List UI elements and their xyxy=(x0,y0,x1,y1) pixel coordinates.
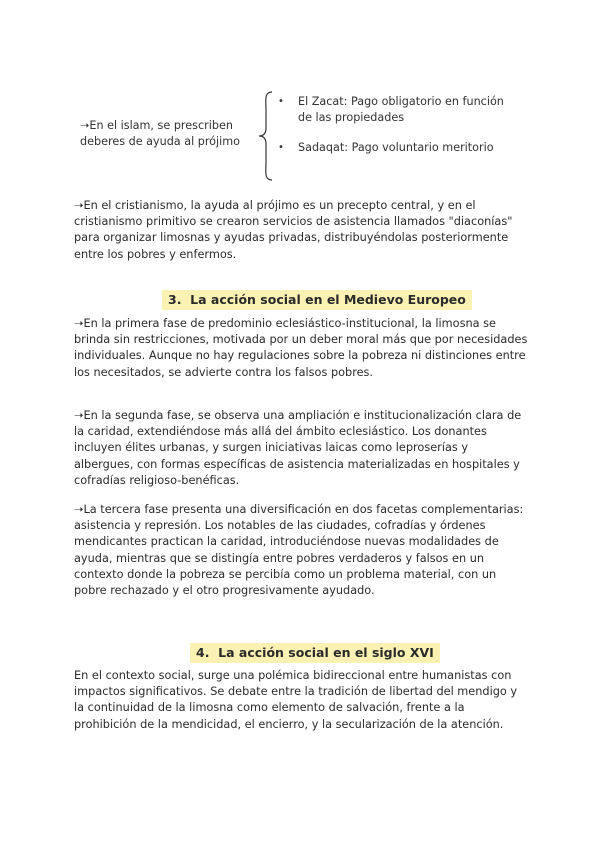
christianity-paragraph: ➝En el cristianismo, la ayuda al prójimo es un precepto central, y en el cristianismo primitivo se crearon servicios de asistencia llamados "diaconías" para organizar limosnas y ayudas privadas, distribuyéndolas posteriormente entre los pobres y enfermos. xyxy=(74,199,513,261)
sixteenth-century-paragraph: En el contexto social, surge una polémica bidireccional entre humanistas con impactos significativos. Se debate entre la tradición de libertad del mendigo y la continuidad de la limosna como elemento de salvación, frente a la prohibición de la mendicidad, el encierro, y la secularización de la atención. xyxy=(74,669,518,731)
islam-duties-diagram xyxy=(80,88,520,188)
section-4-heading xyxy=(190,645,440,660)
curly-brace-icon xyxy=(258,90,280,182)
medieval-phase-1-paragraph: ➝En la primera fase de predominio eclesiástico-institucional, la limosna se brinda sin restricciones, motivada por un deber moral más que por necesidades individuales. Aunque no hay regulaciones sobre la pobreza ni distinciones entre los necesitados, se advierte contra los falsos pobres. xyxy=(74,317,528,379)
list-item xyxy=(278,140,518,156)
medieval-phase-2-paragraph: ➝En la segunda fase, se observa una ampliación e institucionalización clara de la caridad, extendiéndose más allá del ámbito eclesiástico. Los donantes incluyen élites urbanas, y surgen iniciativas laicas como leproserías y albergues, con formas específicas de asistencia materializadas en hospitales y cofradías religioso-benéficas. xyxy=(74,409,522,487)
section-3-highlight xyxy=(162,290,472,310)
section-4-title: La acción social en el siglo XVI xyxy=(218,645,434,660)
sadaqat-text: Sadaqat: Pago voluntario meritorio xyxy=(298,141,494,154)
list-item xyxy=(278,94,518,126)
section-4-highlight xyxy=(190,643,440,663)
zacat-text: El Zacat: Pago obligatorio en función de las propiedades xyxy=(298,95,504,124)
islam-duties-list xyxy=(278,94,518,170)
bullet-icon: • xyxy=(278,96,284,107)
medieval-phase-3-paragraph: ➝La tercera fase presenta una diversificación en dos facetas complementarias: asistencia y represión. Los notables de las ciudades, cofradías y órdenes mendicantes practican la caridad, introduciéndose nuevas modalidades de ayuda, mientras que se distingía entre pobres verdaderos y falsos en un contexto donde la pobreza se percibía como un problema material, con un pobre rechazado y el otro progresivamente ayudado. xyxy=(74,503,524,598)
section-3-number: 3. xyxy=(168,292,182,307)
section-4-number: 4. xyxy=(196,645,210,660)
bullet-icon: • xyxy=(278,142,284,153)
section-3-heading xyxy=(162,292,472,307)
section-3-title: La acción social en el Medievo Europeo xyxy=(190,292,466,307)
islam-lead-text: ➝En el islam, se prescriben deberes de ayuda al prójimo xyxy=(80,119,240,148)
